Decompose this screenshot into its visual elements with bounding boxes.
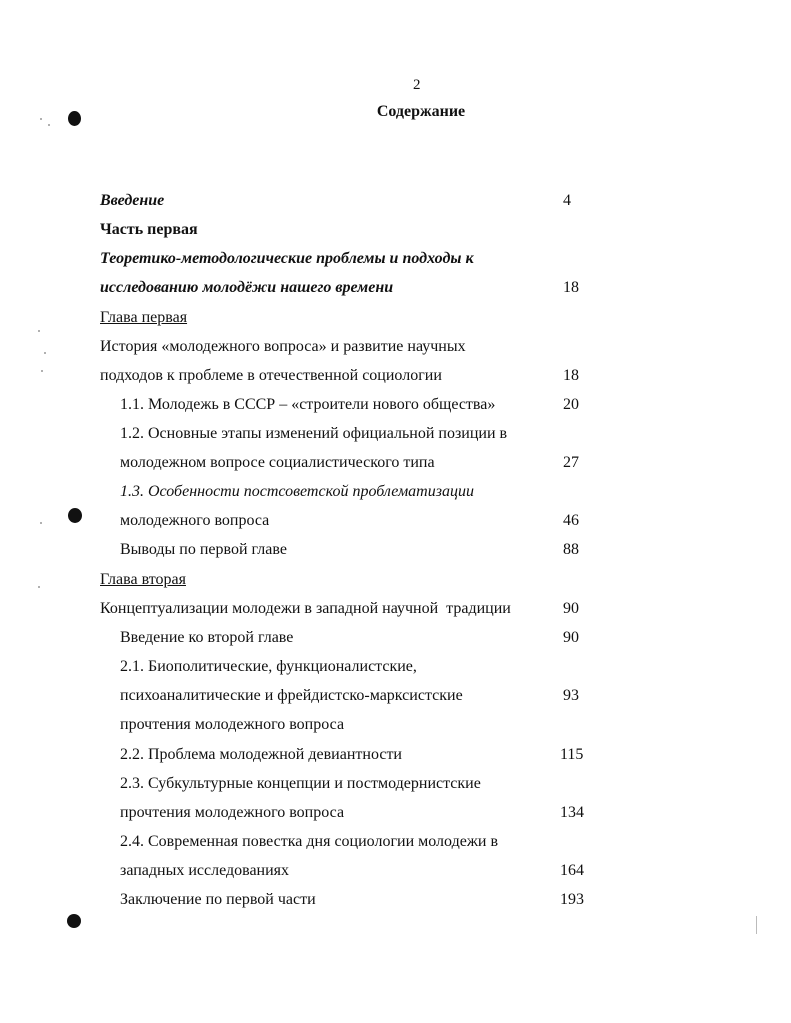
toc-section-2-3-line2: прочтения молодежного вопроса [120,804,345,821]
toc-part-title-page: 18 [563,279,579,296]
toc-section-1-3-line1: 1.3. Особенности постсоветской проблематизации [120,483,474,500]
toc-part1-conclusion: Заключение по первой части [120,891,316,908]
page-title: Содержание [376,103,466,120]
hole-punch-mark-middle [68,508,82,523]
scan-speck [38,330,40,332]
toc-section-1-2-page: 27 [563,454,579,471]
hole-punch-mark-top [68,111,81,126]
toc-chapter1-heading: Глава первая [100,309,188,326]
toc-part-title-line1: Теоретико-методологические проблемы и подходы к [100,250,474,267]
toc-section-1-2-line1: 1.2. Основные этапы изменений официальной позиции в [120,425,508,442]
toc-section-1-3-line2: молодежного вопроса [120,512,270,529]
toc-part-title-line2: исследованию молодёжи нашего времени [100,279,394,296]
scan-speck [38,586,40,588]
toc-section-1-2-line2: молодежном вопросе социалистического типа [120,454,435,471]
toc-section-2-2: 2.2. Проблема молодежной девиантности [120,746,402,763]
toc-part1-conclusion-page: 193 [560,891,584,908]
toc-section-1-1: 1.1. Молодежь в СССР – «строители нового общества» [120,396,496,413]
toc-section-2-4-line2: западных исследованиях [120,862,290,879]
page-number: 2 [413,77,421,93]
toc-chapter1-conclusion: Выводы по первой главе [120,541,287,558]
toc-section-2-3-page: 134 [560,804,584,821]
toc-chapter2-page: 90 [563,600,579,617]
hole-punch-mark-bottom [67,914,81,928]
scan-speck [40,118,42,120]
toc-section-1-1-page: 20 [563,396,579,413]
toc-chapter2-intro-page: 90 [563,629,579,646]
toc-chapter1-title-line2: подходов к проблеме в отечественной социологии [100,367,442,384]
toc-section-2-1-line1: 2.1. Биополитические, функционалистские, [120,658,417,675]
toc-section-2-1-line3: прочтения молодежного вопроса [120,716,345,733]
toc-chapter2-heading: Глава вторая [100,571,186,588]
toc-chapter1-page: 18 [563,367,579,384]
toc-section-2-2-page: 115 [560,746,584,763]
toc-section-2-1-page: 93 [563,687,579,704]
scan-speck [41,370,43,372]
toc-chapter1-title-line1: История «молодежного вопроса» и развитие научных [100,338,466,355]
toc-section-2-1-line2: психоаналитические и фрейдистско-марксистские [120,687,463,704]
toc-section-1-3-page: 46 [563,512,579,529]
toc-part-heading: Часть первая [100,221,198,238]
toc-section-2-4-page: 164 [560,862,584,879]
toc-chapter1-conclusion-page: 88 [563,541,579,558]
toc-chapter2-intro: Введение ко второй главе [120,629,294,646]
toc-section-2-3-line1: 2.3. Субкультурные концепции и постмодернистские [120,775,481,792]
scan-speck [44,352,46,354]
toc-section-2-4-line1: 2.4. Современная повестка дня социологии молодежи в [120,833,498,850]
toc-chapter2-title: Концептуализации молодежи в западной научной традиции [100,600,511,617]
scan-edge-line [756,916,757,934]
toc-introduction: Введение [100,192,165,209]
scan-speck [48,124,50,126]
scan-speck [40,522,42,524]
toc-introduction-page: 4 [563,192,571,209]
